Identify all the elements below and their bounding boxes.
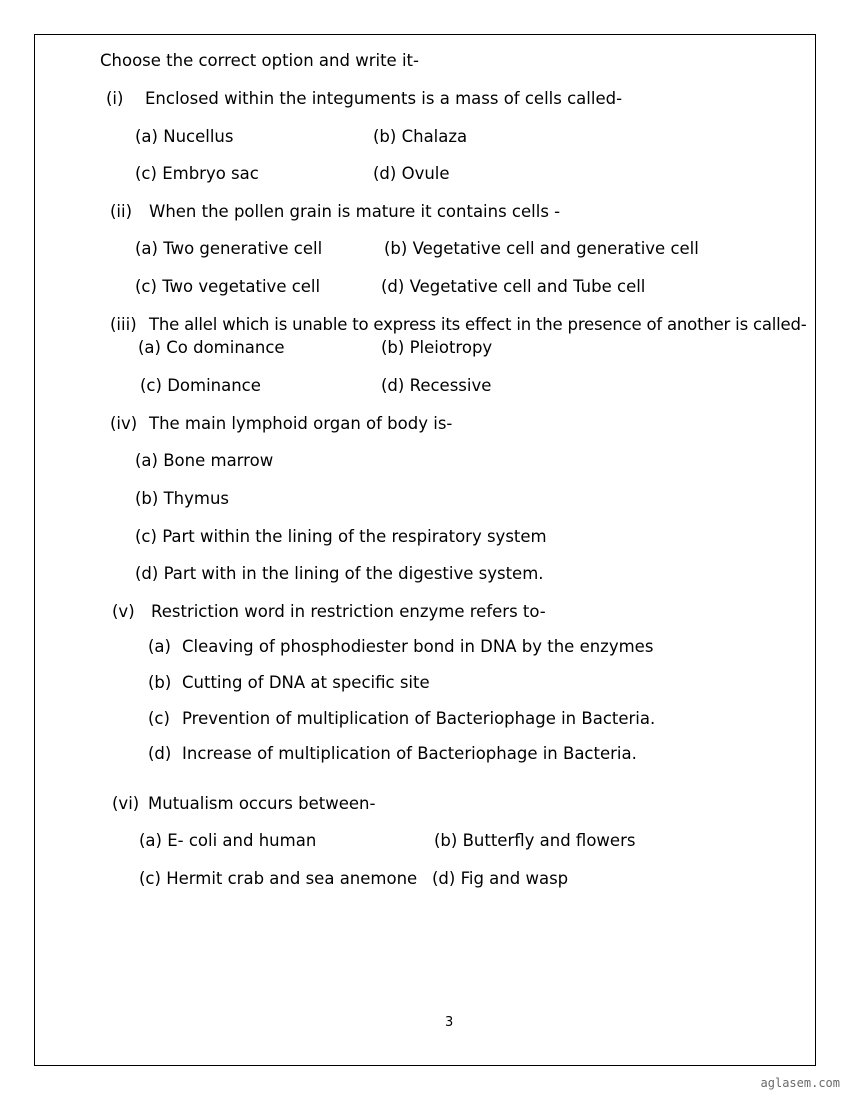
- option-label: (b): [148, 673, 172, 692]
- option: (c) Hermit crab and sea anemone: [139, 869, 418, 888]
- question-text: When the pollen grain is mature it contains cells -: [149, 202, 561, 221]
- option-text: Increase of multiplication of Bacteriophage in Bacteria.: [182, 744, 637, 763]
- watermark[interactable]: aglasem.com: [760, 1076, 840, 1090]
- option: (a) E- coli and human: [139, 831, 317, 850]
- question-number: (ii): [110, 202, 133, 221]
- option: (b) Vegetative cell and generative cell: [384, 239, 699, 258]
- option: (c) Embryo sac: [135, 164, 259, 183]
- option: (d) Fig and wasp: [432, 869, 569, 888]
- option: (d) Ovule: [373, 164, 450, 183]
- option-text: Prevention of multiplication of Bacteriophage in Bacteria.: [182, 709, 656, 728]
- option-text: Cutting of DNA at specific site: [182, 673, 430, 692]
- option: (c) Two vegetative cell: [135, 277, 321, 296]
- option: (c) Part within the lining of the respiratory system: [135, 527, 547, 546]
- option: (b) Chalaza: [373, 127, 468, 146]
- question-number: (iii): [110, 315, 137, 334]
- option: (b) Pleiotropy: [381, 338, 493, 357]
- option-label: (a): [148, 637, 171, 656]
- option-label: (d): [148, 744, 172, 763]
- option: (d) Vegetative cell and Tube cell: [381, 277, 646, 296]
- option: (b) Thymus: [135, 489, 230, 508]
- option: (a) Nucellus: [135, 127, 234, 146]
- instruction: Choose the correct option and write it-: [100, 51, 419, 70]
- question-number: (i): [106, 89, 124, 108]
- option: (a) Co dominance: [138, 338, 285, 357]
- question-number: (vi): [112, 794, 140, 813]
- page-number: 3: [445, 1015, 454, 1030]
- option: (a) Bone marrow: [135, 451, 274, 470]
- question-text: The main lymphoid organ of body is-: [149, 414, 453, 433]
- question-text: Restriction word in restriction enzyme refers to-: [151, 602, 546, 621]
- question-number: (iv): [110, 414, 138, 433]
- question-number: (v): [112, 602, 135, 621]
- question-text: The allel which is unable to express its effect in the presence of another is called-: [149, 315, 807, 334]
- option-label: (c): [148, 709, 170, 728]
- question-text: Enclosed within the integuments is a mass of cells called-: [145, 89, 623, 108]
- question-text: Mutualism occurs between-: [148, 794, 376, 813]
- option: (b) Butterfly and flowers: [434, 831, 636, 850]
- option: (d) Recessive: [381, 376, 492, 395]
- option: (c) Dominance: [140, 376, 261, 395]
- option: (d) Part with in the lining of the digestive system.: [135, 564, 544, 583]
- option-text: Cleaving of phosphodiester bond in DNA by the enzymes: [182, 637, 654, 656]
- page-border: [34, 34, 816, 1066]
- option: (a) Two generative cell: [135, 239, 323, 258]
